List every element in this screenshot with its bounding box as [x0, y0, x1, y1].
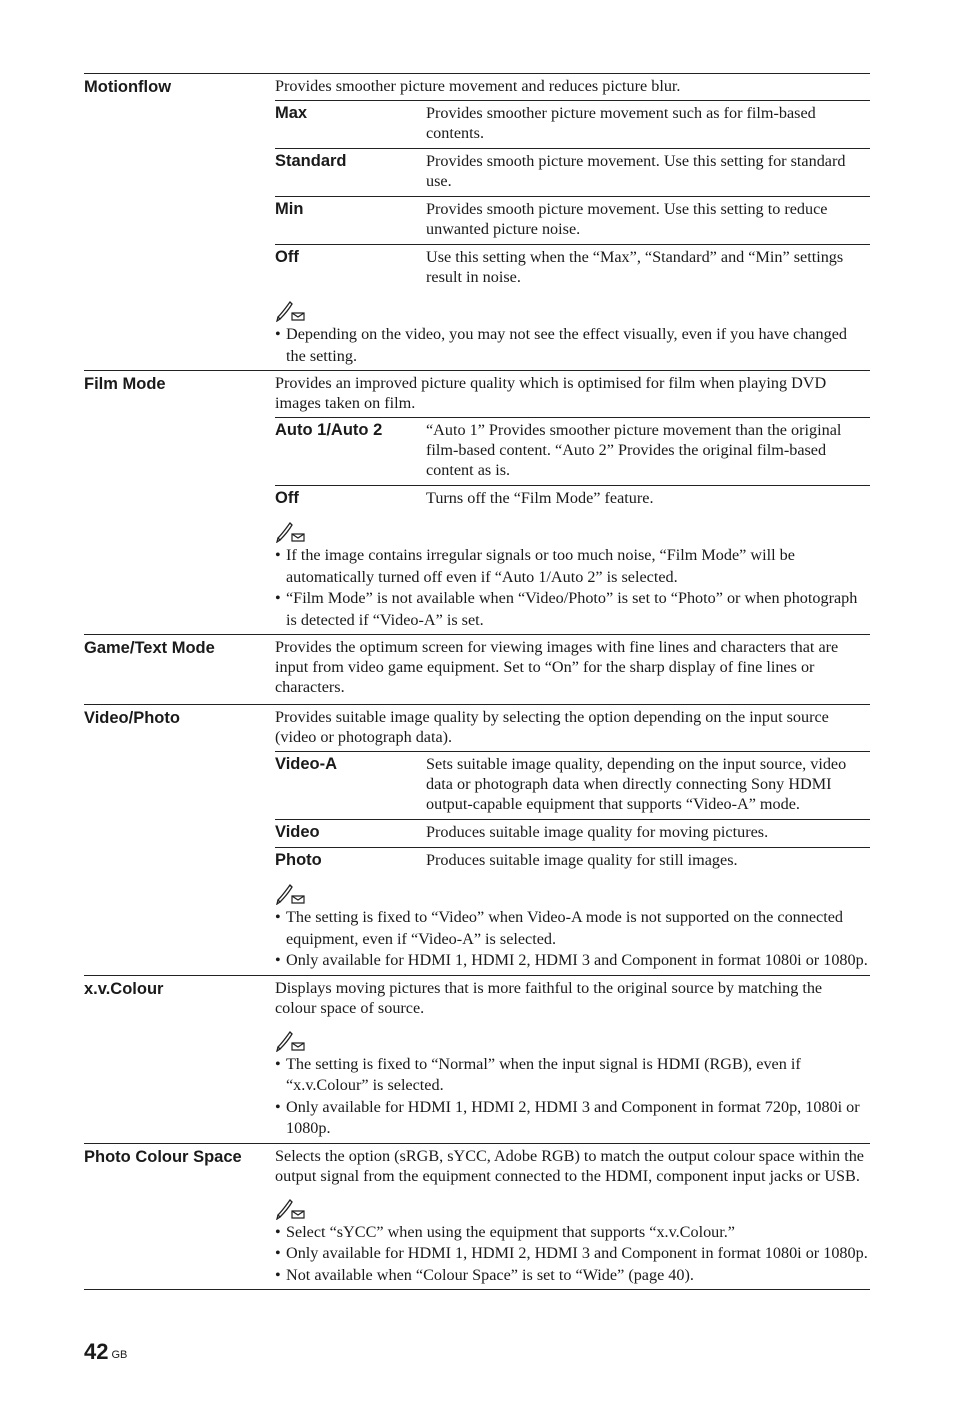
page-region-code: GB	[111, 1349, 128, 1361]
option-description: Turns off the “Film Mode” feature.	[426, 489, 654, 507]
note-item: • Only available for HDMI 1, HDMI 2, HDMI 3 and Component in format 1080i or 1080p.	[275, 950, 870, 972]
option-description: Produces suitable image quality for moving pictures.	[426, 823, 769, 841]
note-item: • Not available when “Colour Space” is set to “Wide” (page 40).	[275, 1265, 870, 1287]
setting-name: Video/Photo	[84, 709, 180, 727]
pencil-note-icon	[275, 521, 307, 543]
setting-body	[275, 74, 870, 370]
option-name: Off	[275, 489, 299, 507]
option-name: Min	[275, 200, 304, 218]
option-description: Produces suitable image quality for still images.	[426, 851, 738, 869]
pencil-note-icon	[275, 1030, 307, 1052]
note-item: • The setting is fixed to “Video” when Video-A mode is not supported on the connected equipment, even if “Video-A” is selected.	[275, 907, 870, 950]
option-name: Off	[275, 248, 299, 266]
setting-description: Provides the optimum screen for viewing images with fine lines and characters that are input from video game equipment. Set to “On” for the sharp display of fine lines or characters.	[275, 638, 839, 696]
setting-row	[84, 370, 870, 634]
option-description: Provides smoother picture movement such as for film-based contents.	[426, 104, 816, 142]
setting-name: x.v.Colour	[84, 979, 164, 998]
option-row	[275, 819, 870, 847]
setting-row	[84, 73, 870, 370]
note-list	[275, 324, 870, 367]
option-name: Standard	[275, 152, 347, 170]
setting-body	[275, 1144, 870, 1290]
settings-table	[84, 73, 870, 1290]
note-list	[275, 545, 870, 631]
setting-row	[84, 704, 870, 975]
setting-body	[275, 976, 870, 1143]
note-item: • The setting is fixed to “Normal” when the input signal is HDMI (RGB), even if “x.v.Colour” is selected.	[275, 1054, 870, 1097]
option-row	[275, 196, 870, 244]
note-list	[275, 1222, 870, 1287]
setting-row	[84, 975, 870, 1143]
note-list	[275, 1054, 870, 1140]
setting-body	[275, 705, 870, 975]
setting-name: Motionflow	[84, 78, 172, 96]
option-description: Use this setting when the “Max”, “Standard” and “Min” settings result in noise.	[426, 248, 844, 286]
setting-name: Film Mode	[84, 375, 166, 393]
pencil-note-icon	[275, 1198, 307, 1220]
page-footer	[84, 1339, 127, 1365]
option-name: Video	[275, 823, 320, 841]
setting-row	[84, 634, 870, 704]
note-item: • Only available for HDMI 1, HDMI 2, HDMI 3 and Component in format 720p, 1080i or 1080p.	[275, 1097, 870, 1140]
option-row	[275, 100, 870, 148]
pencil-note-icon	[275, 300, 307, 322]
option-row	[275, 417, 870, 485]
option-name: Auto 1/Auto 2	[275, 421, 383, 439]
note-item: • Depending on the video, you may not see the effect visually, even if you have changed the setting.	[275, 324, 870, 367]
page-number: 42	[84, 1339, 109, 1364]
option-row	[275, 148, 870, 196]
option-name: Photo	[275, 851, 322, 869]
setting-description: Provides an improved picture quality which is optimised for film when playing DVD images taken on film.	[275, 374, 827, 412]
note-item: • Only available for HDMI 1, HDMI 2, HDMI 3 and Component in format 1080i or 1080p.	[275, 1243, 870, 1265]
setting-row	[84, 1143, 870, 1291]
setting-body	[275, 635, 870, 704]
setting-description: Selects the option (sRGB, sYCC, Adobe RGB) to match the output colour space within the output signal from the equipment connected to the HDMI, component input jacks or USB.	[275, 1146, 864, 1185]
note-item: • “Film Mode” is not available when “Video/Photo” is set to “Photo” or when photograph is detected if “Video-A” is set.	[275, 588, 870, 631]
setting-description: Provides smoother picture movement and reduces picture blur.	[275, 77, 681, 95]
option-row	[275, 847, 870, 875]
note-list	[275, 907, 870, 972]
pencil-note-icon	[275, 883, 307, 905]
option-description: “Auto 1” Provides smoother picture movement than the original film-based content. “Auto 2” Provides the original film-based content as is.	[426, 421, 842, 479]
option-row	[275, 485, 870, 513]
setting-name: Photo Colour Space	[84, 1147, 242, 1166]
option-description: Sets suitable image quality, depending on the input source, video data or photograph data when directly connecting Sony HDMI output-capable equipment that supports “Video-A” mode.	[426, 755, 847, 813]
option-name: Max	[275, 104, 308, 122]
setting-description: Displays moving pictures that is more faithful to the original source by matching the colour space of source.	[275, 978, 823, 1017]
setting-description: Provides suitable image quality by selecting the option depending on the input source (video or photograph data).	[275, 708, 829, 746]
option-description: Provides smooth picture movement. Use this setting for standard use.	[426, 152, 846, 190]
option-name: Video-A	[275, 755, 338, 773]
option-description: Provides smooth picture movement. Use this setting to reduce unwanted picture noise.	[426, 200, 828, 238]
setting-body	[275, 371, 870, 634]
setting-name: Game/Text Mode	[84, 639, 215, 657]
note-item: • Select “sYCC” when using the equipment that supports “x.v.Colour.”	[275, 1222, 870, 1244]
option-row	[275, 244, 870, 292]
note-item: • If the image contains irregular signals or too much noise, “Film Mode” will be automatically turned off even if “Auto 1/Auto 2” is selected.	[275, 545, 870, 588]
option-row	[275, 751, 870, 819]
